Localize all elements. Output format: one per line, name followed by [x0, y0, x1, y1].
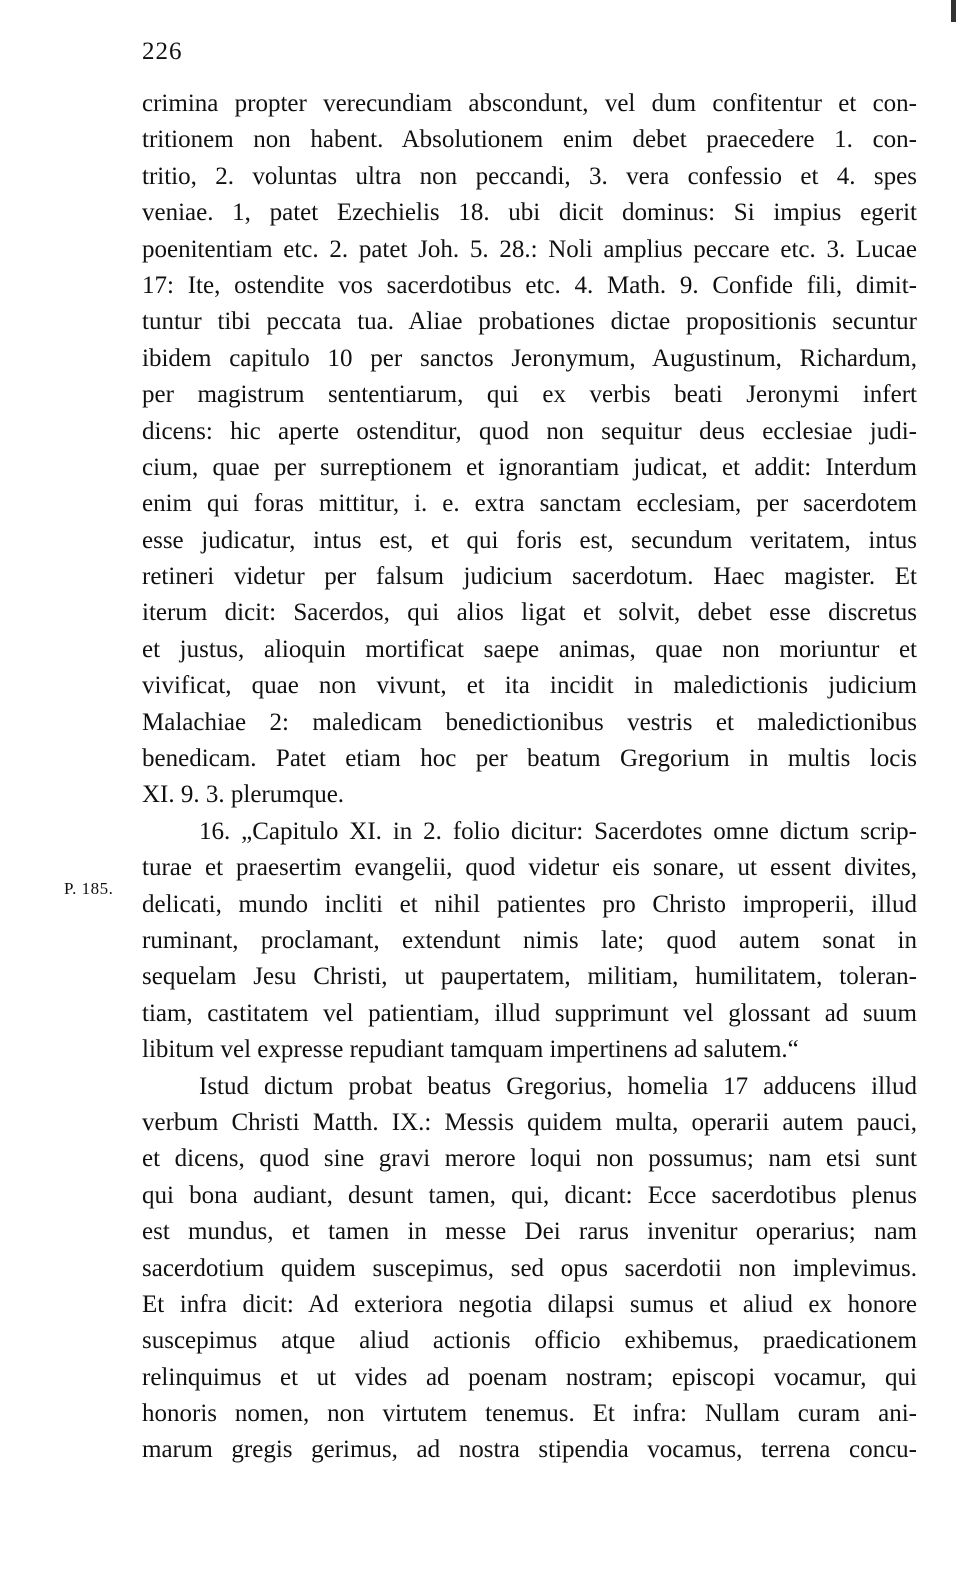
text-line: esse judicatur, intus est, et qui foris est, secundum veritatem, intus: [142, 526, 917, 554]
page-number: 226: [142, 38, 183, 65]
text-line: Et infra dicit: Ad exteriora negotia dilapsi sumus et aliud ex honore: [142, 1290, 917, 1318]
text-line: suscepimus atque aliud actionis officio exhibemus, praedicationem: [142, 1327, 917, 1355]
text-line: Malachiae 2: maledicam benedictionibus vestris et maledictionibus: [142, 708, 917, 736]
text-line: retineri videtur per falsum judicium sacerdotum. Haec magister. Et: [142, 563, 917, 591]
body-text: [142, 86, 917, 1469]
text-line: veniae. 1, patet Ezechielis 18. ubi dicit dominus: Si impius egerit: [142, 199, 917, 227]
text-line: qui bona audiant, desunt tamen, qui, dicant: Ecce sacerdotibus plenus: [142, 1181, 917, 1209]
paragraph-start-line: 16. „Capitulo XI. in 2. folio dicitur: Sacerdotes omne dictum scrip-: [199, 817, 917, 845]
text-line: vivificat, quae non vivunt, et ita incidit in maledictionis judicium: [142, 672, 917, 700]
paragraph-end-line: XI. 9. 3. plerumque.: [142, 781, 345, 809]
text-line: ibidem capitulo 10 per sanctos Jeronymum, Augustinum, Richardum,: [142, 344, 917, 372]
text-line: 17: Ite, ostendite vos sacerdotibus etc. 4. Math. 9. Confide fili, dimit-: [142, 271, 917, 299]
text-line: relinquimus et ut vides ad poenam nostram; episcopi vocamur, qui: [142, 1363, 917, 1391]
text-line: benedicam. Patet etiam hoc per beatum Gregorium in multis locis: [142, 745, 917, 773]
margin-page-reference: P. 185.: [64, 879, 114, 898]
text-line: et justus, alioquin mortificat saepe animas, quae non moriuntur et: [142, 635, 917, 663]
text-line: poenitentiam etc. 2. patet Joh. 5. 28.: Noli amplius peccare etc. 3. Lucae: [142, 235, 917, 263]
text-line: cium, quae per surreptionem et ignorantiam judicat, et addit: Interdum: [142, 453, 917, 481]
text-line: per magistrum sententiarum, qui ex verbis beati Jeronymi infert: [142, 381, 917, 409]
text-line: dicens: hic aperte ostenditur, quod non sequitur deus ecclesiae judi-: [142, 417, 917, 445]
text-line: sacerdotium quidem suscepimus, sed opus sacerdotii non implevimus.: [142, 1254, 917, 1282]
text-line: enim qui foras mittitur, i. e. extra sanctam ecclesiam, per sacerdotem: [142, 490, 917, 518]
text-line: et dicens, quod sine gravi merore loqui non possumus; nam etsi sunt: [142, 1145, 917, 1173]
paragraph-start-line: Istud dictum probat beatus Gregorius, homelia 17 adducens illud: [199, 1072, 917, 1100]
text-line: crimina propter verecundiam abscondunt, vel dum confitentur et con-: [142, 90, 917, 117]
text-line: tiam, castitatem vel patientiam, illud supprimunt vel glossant ad suum: [142, 999, 917, 1027]
text-line: sequelam Jesu Christi, ut paupertatem, militiam, humilitatem, toleran-: [142, 963, 917, 991]
text-line: marum gregis gerimus, ad nostra stipendia vocamus, terrena concu-: [142, 1436, 917, 1464]
text-line: ruminant, proclamant, extendunt nimis late; quod autem sonat in: [142, 926, 917, 954]
text-line: est mundus, et tamen in messe Dei rarus invenitur operarius; nam: [142, 1218, 917, 1246]
text-line: turae et praesertim evangelii, quod videtur eis sonare, ut essent divites,: [142, 854, 917, 882]
paragraph-end-line: libitum vel expresse repudiant tamquam impertinens ad salutem.“: [142, 1036, 799, 1064]
text-line: iterum dicit: Sacerdos, qui alios ligat et solvit, debet esse discretus: [142, 599, 917, 627]
text-line: delicati, mundo incliti et nihil patientes pro Christo improperii, illud: [142, 890, 917, 918]
text-line: tritio, 2. voluntas ultra non peccandi, 3. vera confessio et 4. spes: [142, 162, 917, 190]
text-line: tritionem non habent. Absolutionem enim debet praecedere 1. con-: [142, 126, 917, 154]
text-line: tuntur tibi peccata tua. Aliae probationes dictae propositionis secuntur: [142, 308, 917, 336]
text-line: verbum Christi Matth. IX.: Messis quidem multa, operarii autem pauci,: [142, 1108, 917, 1136]
text-line: honoris nomen, non virtutem tenemus. Et infra: Nullam curam ani-: [142, 1400, 917, 1428]
page-edge-mark: [951, 0, 956, 22]
